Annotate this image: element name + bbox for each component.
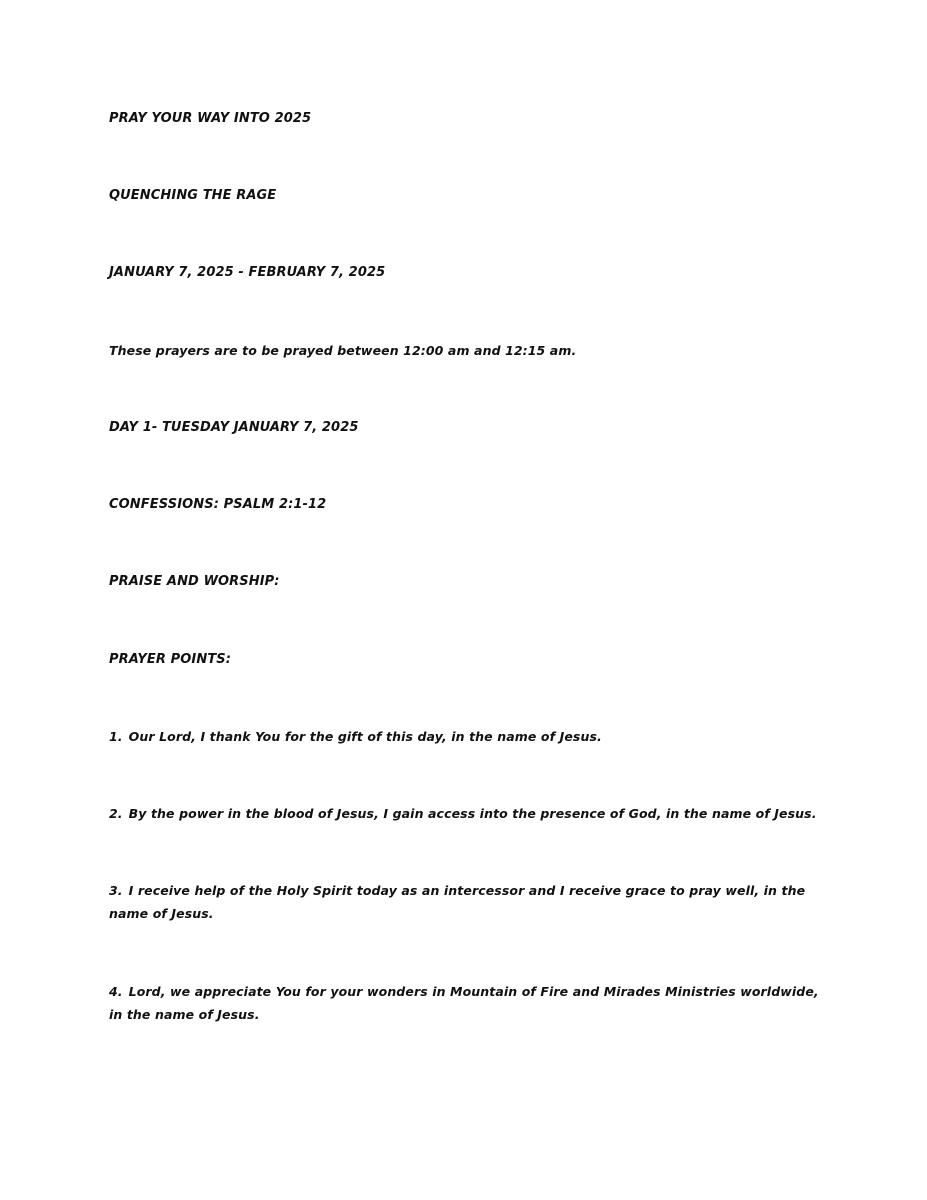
prayer-point-text: I receive help of the Holy Spirit today as an intercessor and I receive grace to pray well, in the name of Jesus. [109,883,806,921]
prayer-point-number: 3. [109,883,123,898]
document-title: PRAY YOUR WAY INTO 2025 [109,111,312,126]
prayer-point-4 [109,980,829,1026]
prayer-point-text: Our Lord, I thank You for the gift of this day, in the name of Jesus. [128,729,602,744]
prayer-point-text: By the power in the blood of Jesus, I gain access into the presence of God, in the name of Jesus. [128,806,817,821]
prayer-point-number: 4. [109,984,123,999]
instruction-text: These prayers are to be prayed between 12:00 am and 12:15 am. [109,343,577,358]
prayer-points-heading: PRAYER POINTS: [109,652,232,667]
praise-worship-heading: PRAISE AND WORSHIP: [109,574,280,589]
prayer-point-3 [109,879,829,925]
prayer-point-number: 2. [109,806,123,821]
prayer-point-1 [109,725,829,748]
prayer-point-2 [109,802,829,825]
confessions-heading: CONFESSIONS: PSALM 2:1-12 [109,497,327,512]
theme-heading: QUENCHING THE RAGE [109,188,277,203]
prayer-point-number: 1. [109,729,123,744]
prayer-point-text: Lord, we appreciate You for your wonders in Mountain of Fire and Mirades Ministries worldwide, in the name of Jesus. [109,984,819,1022]
date-range: JANUARY 7, 2025 - FEBRUARY 7, 2025 [109,265,386,280]
day-heading: DAY 1- TUESDAY JANUARY 7, 2025 [109,420,359,435]
